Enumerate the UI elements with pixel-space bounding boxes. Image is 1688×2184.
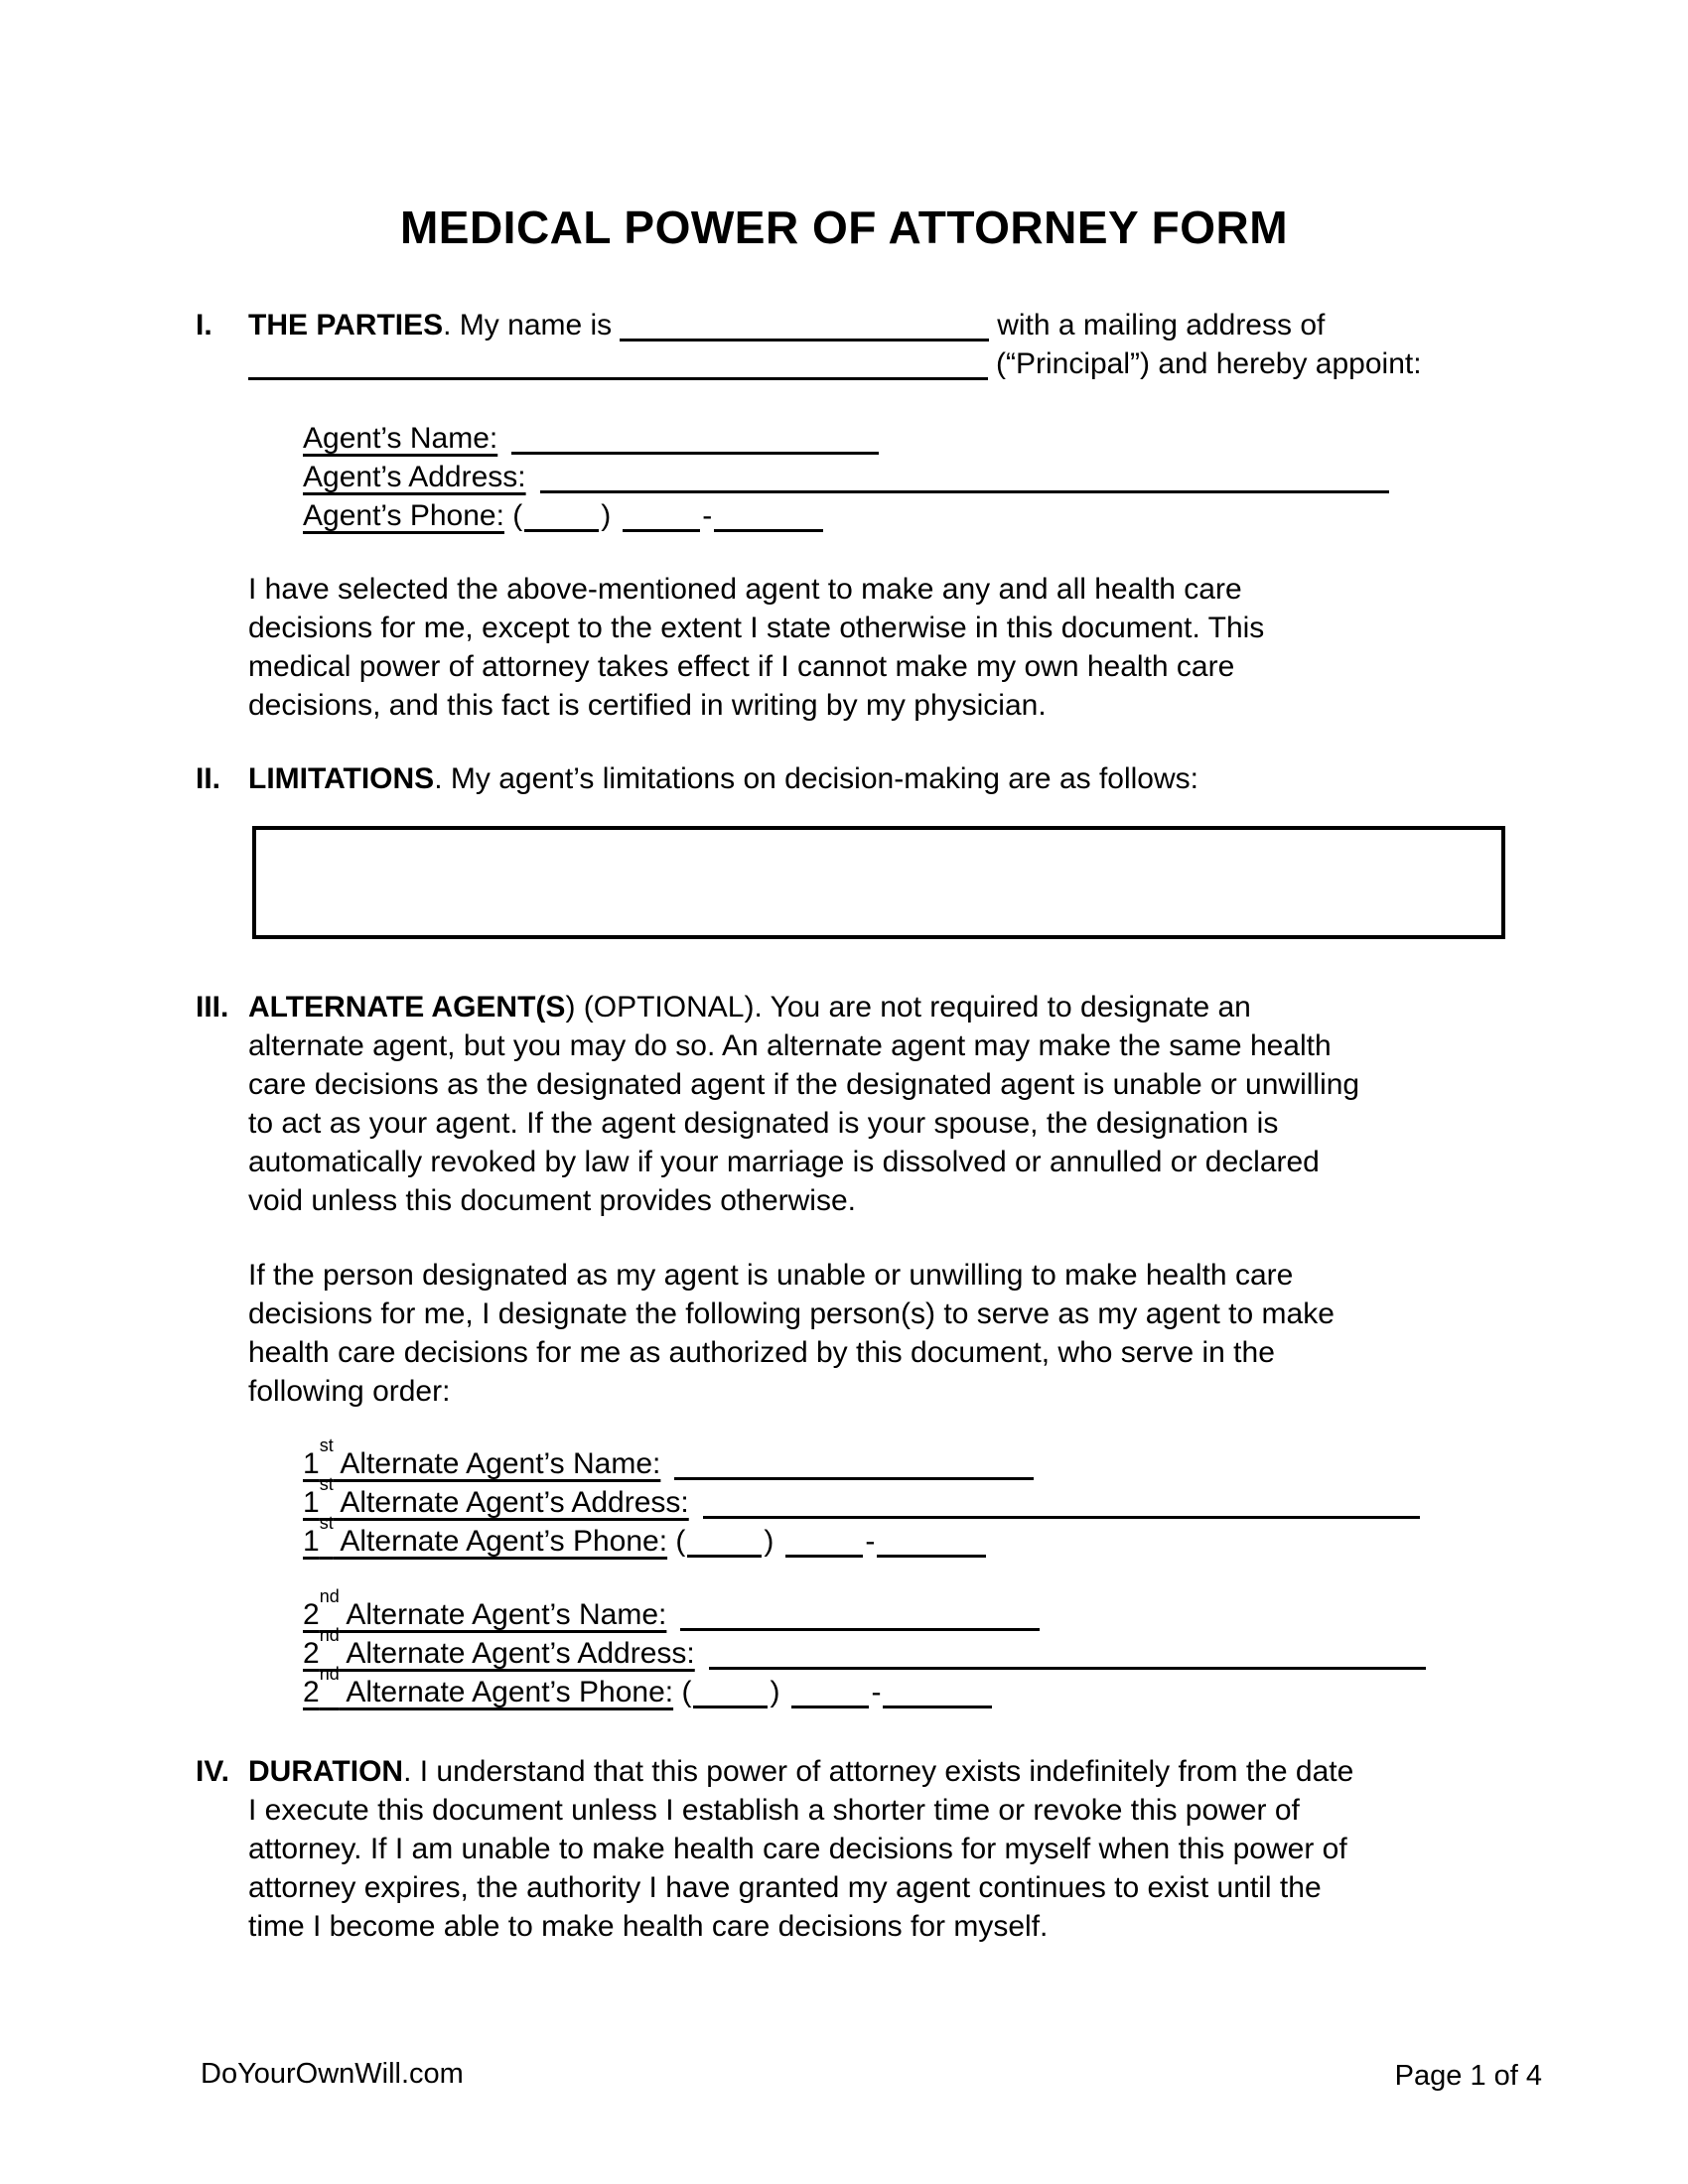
text-line: health care decisions for me as authorized by this document, who serve in the bbox=[248, 1336, 1275, 1369]
second-alt-name-label bbox=[303, 1586, 667, 1631]
principal-address-blank[interactable] bbox=[248, 347, 988, 380]
parties-heading: THE PARTIES bbox=[248, 309, 444, 341]
parties-lead-text: . My name is bbox=[443, 309, 613, 341]
first-alt-name-row bbox=[303, 1435, 1539, 1483]
alternate-lead-line bbox=[248, 988, 1539, 1026]
text-line: to act as your agent. If the agent designated is your spouse, the designation is bbox=[248, 1107, 1279, 1140]
agent-address-label: Agent’s Address: bbox=[303, 461, 526, 493]
phone-open-paren: ( bbox=[512, 499, 523, 532]
ordinal-suffix: st bbox=[319, 1474, 334, 1494]
second-alt-phone-label bbox=[303, 1664, 674, 1708]
text-line: attorney expires, the authority I have granted my agent continues to exist until the bbox=[248, 1871, 1322, 1904]
first-alt-phone-prefix-blank[interactable] bbox=[785, 1525, 863, 1558]
ordinal-suffix: nd bbox=[319, 1625, 340, 1645]
phone-dash: - bbox=[702, 499, 713, 532]
label-text: Alternate Agent’s Name: bbox=[333, 1447, 661, 1480]
ordinal-suffix: st bbox=[319, 1435, 334, 1455]
page-title: MEDICAL POWER OF ATTORNEY FORM bbox=[399, 202, 1289, 253]
text-line: I have selected the above-mentioned agent to make any and all health care bbox=[248, 573, 1242, 606]
first-alt-phone-row bbox=[303, 1513, 1539, 1561]
ordinal: 1 bbox=[303, 1447, 320, 1480]
parties-lead-text-2: with a mailing address of bbox=[997, 309, 1326, 341]
footer-page-number: Page 1 of 4 bbox=[1394, 2060, 1542, 2092]
text-line: decisions, and this fact is certified in writing by my physician. bbox=[248, 689, 1047, 722]
section-the-parties bbox=[196, 306, 1539, 725]
first-alt-name-blank[interactable] bbox=[674, 1447, 1034, 1480]
limitations-heading: LIMITATIONS bbox=[248, 762, 435, 795]
first-alternate-agent-fields bbox=[303, 1435, 1539, 1561]
parties-intro-line-1 bbox=[248, 306, 1539, 344]
ordinal-suffix: nd bbox=[319, 1664, 340, 1684]
phone-open-paren: ( bbox=[681, 1676, 692, 1708]
section-duration bbox=[196, 1752, 1539, 1946]
phone-dash: - bbox=[865, 1525, 876, 1558]
text-line: care decisions as the designated agent if the designated agent is unable or unwilling bbox=[248, 1068, 1360, 1101]
ordinal-suffix: st bbox=[319, 1513, 334, 1533]
label-text: Alternate Agent’s Name: bbox=[339, 1598, 667, 1631]
agent-fields bbox=[303, 419, 1539, 535]
second-alternate-agent-fields bbox=[303, 1586, 1539, 1711]
second-alt-name-blank[interactable] bbox=[680, 1598, 1040, 1631]
parties-intro-line-2 bbox=[248, 344, 1539, 383]
ordinal-suffix: nd bbox=[319, 1586, 340, 1606]
agent-phone-line-blank[interactable] bbox=[714, 499, 823, 532]
first-alt-phone-label bbox=[303, 1513, 668, 1558]
agent-phone-label: Agent’s Phone: bbox=[303, 499, 504, 532]
first-alt-name-label bbox=[303, 1435, 661, 1480]
second-alt-phone-area-blank[interactable] bbox=[693, 1676, 768, 1708]
text-line: automatically revoked by law if your marriage is dissolved or annulled or declared bbox=[248, 1146, 1320, 1178]
first-alt-phone-area-blank[interactable] bbox=[687, 1525, 762, 1558]
label-text: Alternate Agent’s Phone: bbox=[339, 1676, 674, 1708]
text-line: void unless this document provides otherwise. bbox=[248, 1184, 856, 1217]
principal-label: (“Principal”) and hereby appoint: bbox=[996, 347, 1422, 380]
alternate-heading: ALTERNATE AGENT(S bbox=[248, 991, 566, 1024]
limitations-write-in-box[interactable] bbox=[252, 826, 1505, 939]
ordinal: 2 bbox=[303, 1637, 320, 1670]
label-text: Alternate Agent’s Address: bbox=[339, 1637, 695, 1670]
text-line: I execute this document unless I establish a shorter time or revoke this power of bbox=[248, 1794, 1300, 1827]
second-alt-address-blank[interactable] bbox=[709, 1637, 1426, 1670]
footer-website: DoYourOwnWill.com bbox=[201, 2058, 464, 2090]
first-alt-address-blank[interactable] bbox=[703, 1486, 1420, 1519]
agent-name-label: Agent’s Name: bbox=[303, 422, 498, 455]
section-alternate-agents bbox=[196, 988, 1539, 1711]
first-alt-address-row bbox=[303, 1474, 1539, 1522]
phone-open-paren: ( bbox=[675, 1525, 686, 1558]
duration-lead-text: . I understand that this power of attorney exists indefinitely from the date bbox=[403, 1755, 1354, 1788]
principal-name-blank[interactable] bbox=[620, 309, 989, 341]
second-alt-phone-prefix-blank[interactable] bbox=[791, 1676, 869, 1708]
second-alt-name-row bbox=[303, 1586, 1539, 1634]
alternate-lead-text: ) (OPTIONAL). You are not required to designate an bbox=[565, 991, 1251, 1024]
limitations-lead-text: . My agent’s limitations on decision-making are as follows: bbox=[434, 762, 1198, 795]
section-numeral-4: IV. bbox=[196, 1755, 229, 1788]
alternate-paragraph-2 bbox=[248, 1256, 1539, 1411]
phone-close-paren: ) bbox=[770, 1676, 780, 1708]
agent-address-blank[interactable] bbox=[540, 461, 1389, 493]
second-alt-address-row bbox=[303, 1625, 1539, 1673]
text-line: following order: bbox=[248, 1375, 451, 1408]
first-alt-address-label bbox=[303, 1474, 689, 1519]
text-line: attorney. If I am unable to make health care decisions for myself when this power of bbox=[248, 1833, 1347, 1865]
second-alt-phone-line-blank[interactable] bbox=[883, 1676, 992, 1708]
text-line: alternate agent, but you may do so. An alternate agent may make the same health bbox=[248, 1029, 1332, 1062]
duration-heading: DURATION bbox=[248, 1755, 404, 1788]
phone-close-paren: ) bbox=[764, 1525, 774, 1558]
duration-lead-line bbox=[248, 1752, 1539, 1791]
section-numeral-3: III. bbox=[196, 991, 229, 1024]
phone-dash: - bbox=[871, 1676, 882, 1708]
ordinal: 2 bbox=[303, 1598, 320, 1631]
section-numeral-2: II. bbox=[196, 762, 221, 795]
text-line: decisions for me, except to the extent I state otherwise in this document. This bbox=[248, 612, 1265, 644]
agent-phone-area-blank[interactable] bbox=[524, 499, 599, 532]
second-alt-address-label bbox=[303, 1625, 695, 1670]
ordinal: 2 bbox=[303, 1676, 320, 1708]
second-alt-phone-row bbox=[303, 1664, 1539, 1711]
label-text: Alternate Agent’s Address: bbox=[333, 1486, 689, 1519]
section-numeral-1: I. bbox=[196, 309, 212, 341]
section-limitations bbox=[196, 759, 1539, 798]
agent-name-blank[interactable] bbox=[511, 422, 879, 455]
text-line: time I become able to make health care decisions for myself. bbox=[248, 1910, 1049, 1943]
text-line: decisions for me, I designate the following person(s) to serve as my agent to make bbox=[248, 1297, 1335, 1330]
text-line: If the person designated as my agent is unable or unwilling to make health care bbox=[248, 1259, 1294, 1292]
limitations-lead-line bbox=[248, 759, 1539, 798]
ordinal: 1 bbox=[303, 1486, 320, 1519]
parties-paragraph bbox=[248, 570, 1539, 725]
phone-close-paren: ) bbox=[601, 499, 612, 532]
agent-phone-row bbox=[303, 496, 1539, 535]
agent-phone-prefix-blank[interactable] bbox=[623, 499, 700, 532]
agent-name-row bbox=[303, 419, 1539, 458]
first-alt-phone-line-blank[interactable] bbox=[877, 1525, 986, 1558]
agent-address-row bbox=[303, 458, 1539, 496]
ordinal: 1 bbox=[303, 1525, 320, 1558]
text-line: medical power of attorney takes effect if I cannot make my own health care bbox=[248, 650, 1235, 683]
label-text: Alternate Agent’s Phone: bbox=[333, 1525, 668, 1558]
